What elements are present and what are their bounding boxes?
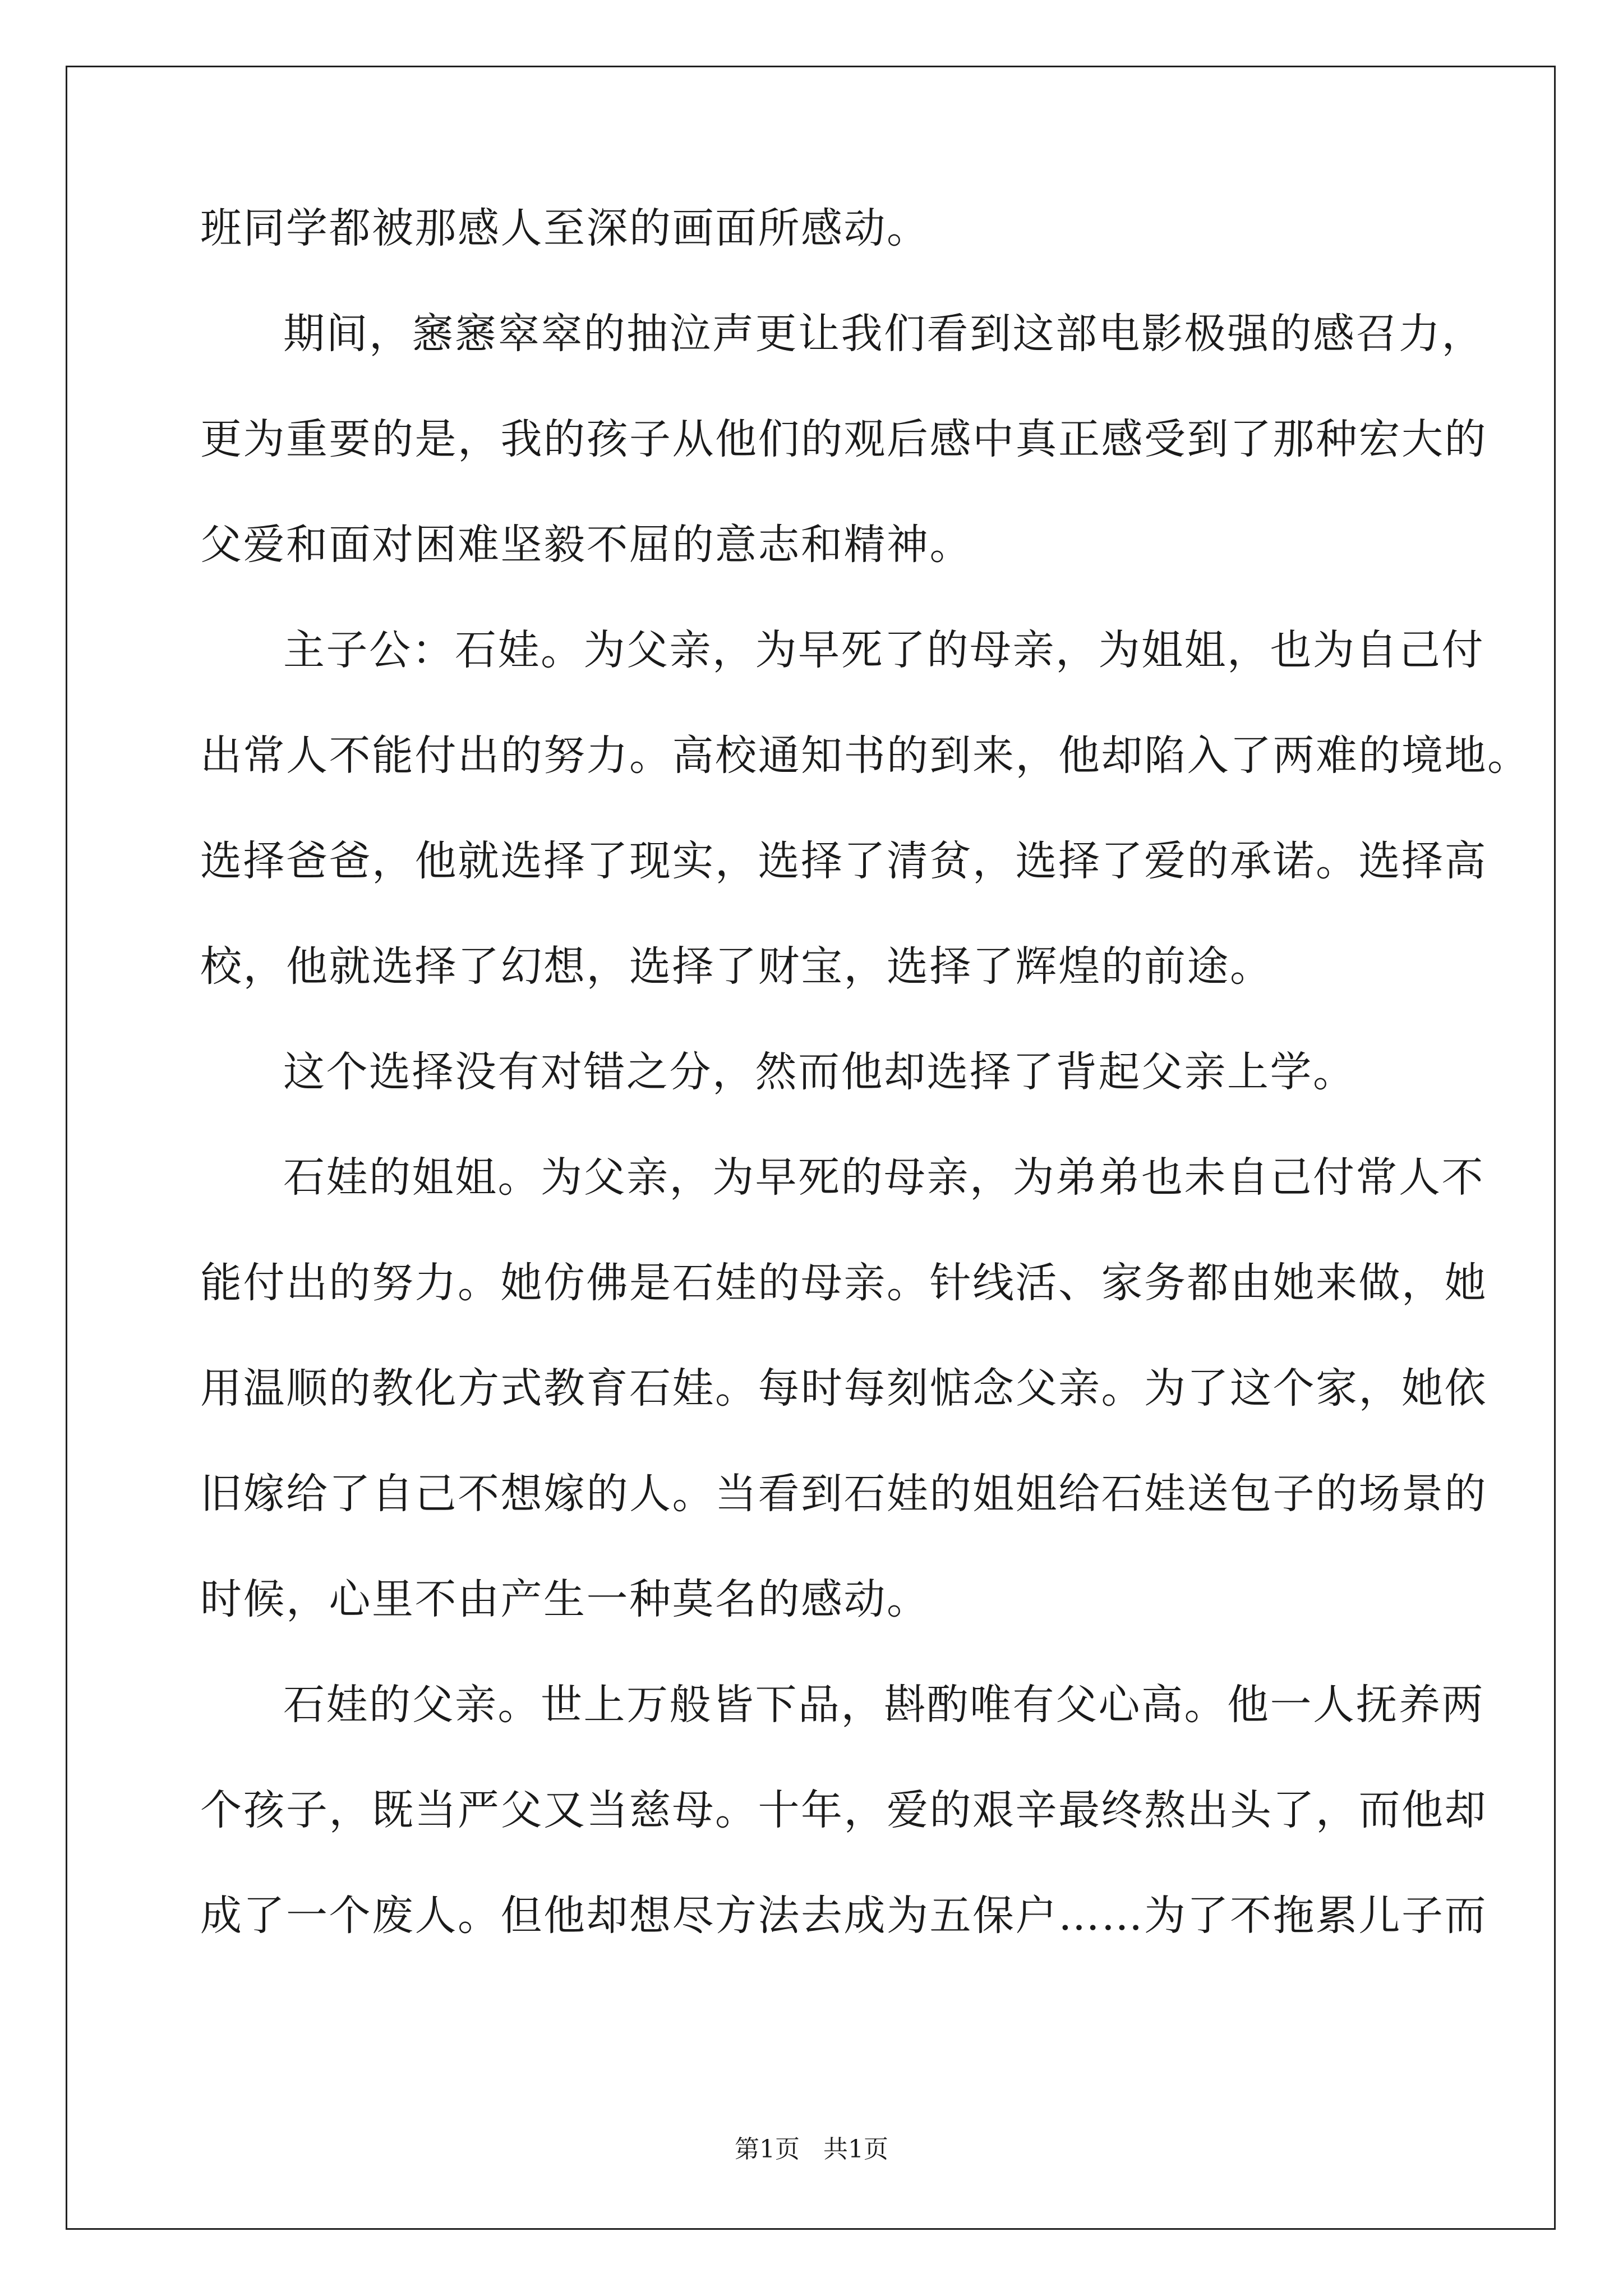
text-line: 出常人不能付出的努力。高校通知书的到来，他却陷入了两难的境地。	[200, 731, 1530, 780]
text-line: 时候，心里不由产生一种莫名的感动。	[200, 1575, 930, 1623]
text-line: 能付出的努力。她仿佛是石娃的母亲。针线活、家务都由她来做，她	[200, 1259, 1487, 1307]
text-line: 个孩子，既当严父又当慈母。十年，爱的艰辛最终熬出头了，而他却	[200, 1786, 1487, 1834]
page-number: 第1页	[735, 2135, 800, 2164]
text-line: 选择爸爸，他就选择了现实，选择了清贫，选择了爱的承诺。选择高	[200, 837, 1487, 885]
text-line: 石娃的姐姐。为父亲，为早死的母亲，为弟弟也未自己付常人不	[283, 1153, 1484, 1202]
page-footer	[0, 2137, 1623, 2162]
page-total: 共1页	[823, 2135, 888, 2164]
text-line: 这个选择没有对错之分，然而他却选择了背起父亲上学。	[283, 1048, 1356, 1096]
text-line: 石娃的父亲。世上万般皆下品，斟酌唯有父心高。他一人抚养两	[283, 1681, 1484, 1729]
text-line: 成了一个废人。但他却想尽方法去成为五保户……为了不拖累儿子而	[200, 1892, 1487, 1940]
text-line: 校，他就选择了幻想，选择了财宝，选择了辉煌的前途。	[200, 942, 1273, 991]
text-line: 旧嫁给了自己不想嫁的人。当看到石娃的姐姐给石娃送包子的场景的	[200, 1470, 1487, 1518]
text-line: 用温顺的教化方式教育石娃。每时每刻惦念父亲。为了这个家，她依	[200, 1364, 1487, 1412]
text-line: 主子公：石娃。为父亲，为早死了的母亲，为姐姐，也为自己付	[283, 626, 1484, 674]
text-line: 班同学都被那感人至深的画面所感动。	[200, 204, 930, 252]
text-line: 父爱和面对困难坚毅不屈的意志和精神。	[200, 521, 972, 569]
text-line: 更为重要的是，我的孩子从他们的观后感中真正感受到了那种宏大的	[200, 415, 1487, 463]
document-body	[200, 204, 1530, 2000]
text-line: 期间，窸窸窣窣的抽泣声更让我们看到这部电影极强的感召力，	[283, 310, 1484, 358]
